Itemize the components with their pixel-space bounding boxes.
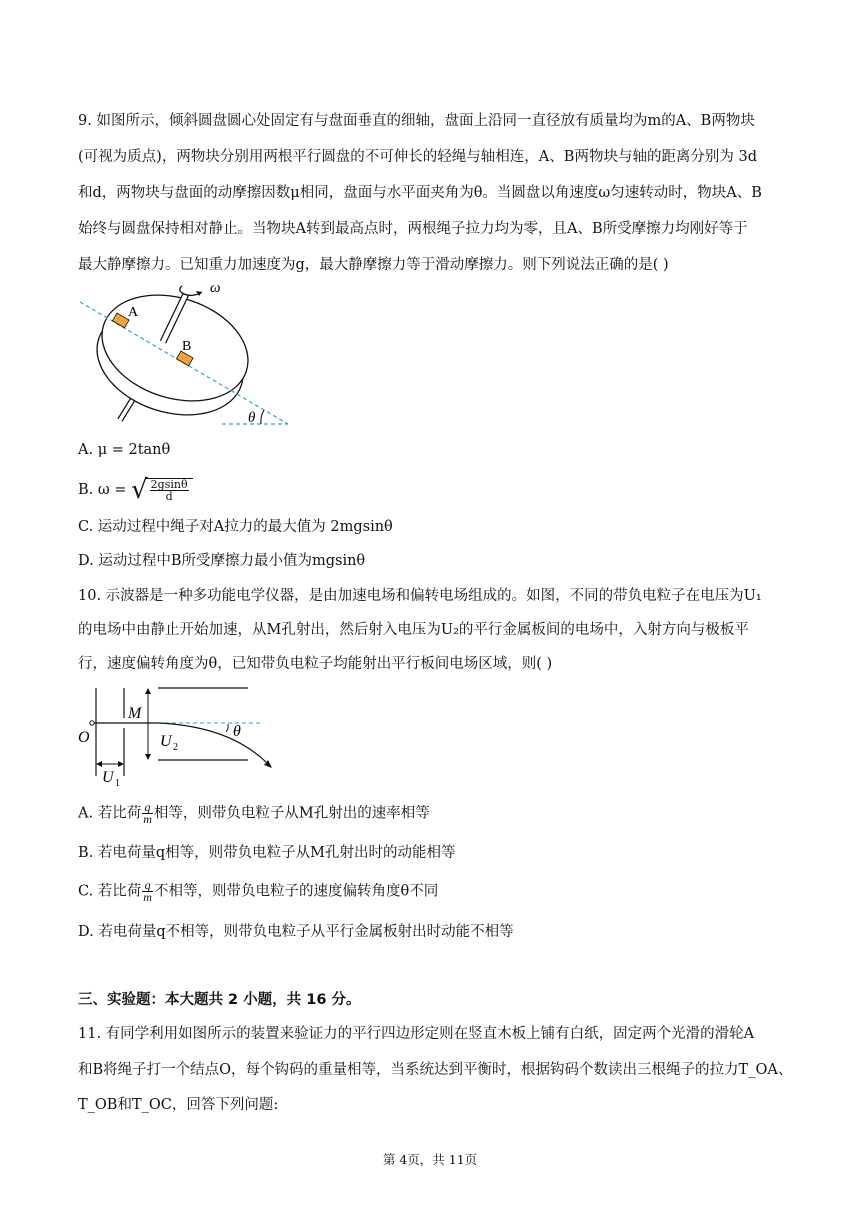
q10-figure-oscilloscope	[78, 684, 288, 788]
q9-option-a: A. μ = 2tanθ	[78, 442, 171, 458]
q11-line-3: T_OB和T_OC，回答下列问题:	[78, 1097, 279, 1113]
page-footer: 第 4页，共 11页	[382, 1152, 478, 1167]
u1-subscript: 1	[115, 778, 120, 788]
q10-option-d: D. 若电荷量q不相等，则带负电粒子从平行金属板射出时动能不相等	[78, 924, 514, 940]
sqrt-body	[146, 478, 193, 502]
q9-option-b	[78, 475, 193, 505]
q10-theta-label: θ	[233, 723, 241, 740]
q9-line-3: 和d，两物块与盘面的动摩擦因数μ相同，盘面与水平面夹角为θ。当圆盘以角速度ω匀速转动时，物块A、B	[78, 185, 762, 201]
q11-line-1: 11. 有同学利用如图所示的装置来验证力的平行四边形定则在竖直木板上铺有白纸，固定两个光滑的滑轮A	[78, 1026, 755, 1042]
q10-option-c-pre: C. 若比荷	[78, 883, 142, 900]
section-heading: 三、实验题：本大题共 2 小题，共 16 分。	[78, 992, 361, 1008]
o-label: O	[78, 729, 90, 746]
q9-figure-tilted-disc	[78, 274, 298, 434]
disc-top-face	[88, 277, 262, 418]
q10-line-3: 行，速度偏转角度为θ，已知带负电粒子均能射出平行板间电场区域，则( )	[78, 656, 553, 672]
q10-option-b: B. 若电荷量q相等，则带负电粒子从M孔射出时的动能相等	[78, 845, 456, 861]
m-label: M	[128, 705, 142, 722]
block-a-label: A	[128, 305, 139, 320]
angle-arc	[261, 410, 264, 424]
block-b-label: B	[182, 339, 192, 354]
fraction-numerator: q	[142, 880, 153, 892]
sqrt-sign: √	[131, 475, 148, 505]
theta-label: θ	[248, 410, 256, 426]
q9-line-1: 9. 如图所示，倾斜圆盘圆心处固定有与盘面垂直的细轴，盘面上沿同一直径放有质量均为m的A、B两物块	[78, 113, 755, 129]
u2-label: U	[160, 733, 172, 750]
q9-option-b-prefix: B. ω =	[78, 482, 127, 498]
q10-line-2: 的电场中由静止开始加速，从M孔射出，然后射入电压为U₂的平行金属板间的电场中，入射方向与极板平	[78, 622, 749, 638]
q10-option-a-fraction	[142, 802, 153, 825]
q10-option-a-pre: A. 若比荷	[78, 805, 142, 822]
q11-line-2: 和B将绳子打一个结点O，每个钩码的重量相等，当系统达到平衡时，根据钩码个数读出三根绳子的拉力T_OA、	[78, 1062, 793, 1078]
q10-option-c-post: 不相等，则带负电粒子的速度偏转角度θ不同	[153, 883, 439, 900]
fraction-denominator: m	[143, 812, 152, 826]
q10-option-a-post: 相等，则带负电粒子从M孔射出的速率相等	[153, 805, 430, 822]
fraction-numerator: 2gsinθ	[150, 478, 188, 491]
origin-point	[90, 721, 94, 725]
fraction-denominator: m	[143, 890, 152, 904]
q10-option-c	[78, 880, 438, 903]
fraction-numerator: q	[142, 802, 153, 814]
q9-option-c: C. 运动过程中绳子对A拉力的最大值为 2mgsinθ	[78, 519, 393, 535]
q10-option-c-fraction	[142, 880, 153, 903]
q9-line-4: 始终与圆盘保持相对静止。当物块A转到最高点时，两根绳子拉力均为零，且A、B所受摩擦力均刚好等于	[78, 221, 748, 237]
q10-option-a	[78, 802, 430, 825]
q9-line-5: 最大静摩擦力。已知重力加速度为g，最大静摩擦力等于滑动摩擦力。则下列说法正确的是( )	[78, 257, 669, 273]
fraction-denominator: d	[165, 490, 173, 503]
u2-subscript: 2	[173, 742, 178, 753]
q9-line-2: (可视为质点)，两物块分别用两根平行圆盘的不可伸长的轻绳与轴相连，A、B两物块与轴的距离分别为 3d	[78, 149, 758, 165]
q10-line-1: 10. 示波器是一种多功能电学仪器，是由加速电场和偏转电场组成的。如图，不同的带负电粒子在电压为U₁	[78, 588, 762, 604]
q9-option-d: D. 运动过程中B所受摩擦力最小值为mgsinθ	[78, 553, 366, 569]
u1-label: U	[102, 769, 114, 786]
omega-label: ω	[210, 280, 221, 296]
q9-option-b-fraction	[150, 479, 189, 502]
